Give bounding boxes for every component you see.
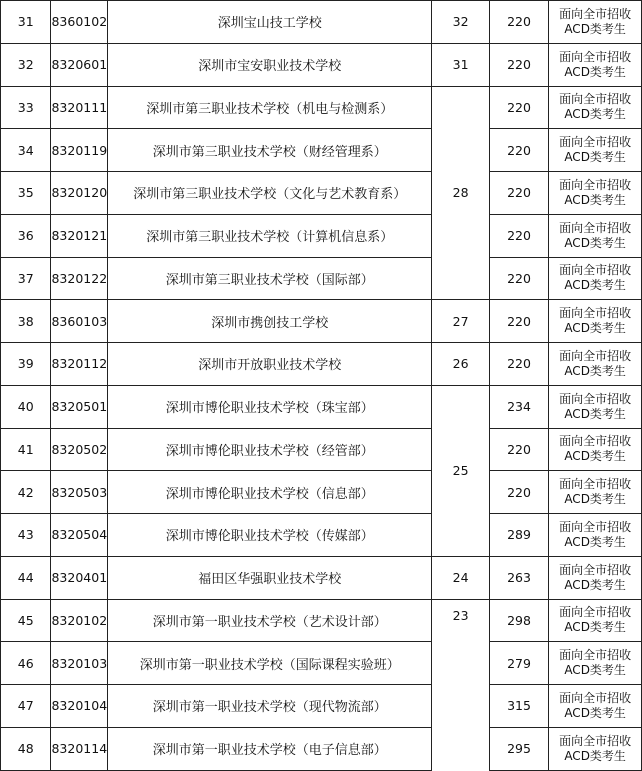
school-name: 深圳市携创技工学校 xyxy=(108,300,432,343)
school-code: 8320104 xyxy=(51,685,108,728)
row-number: 37 xyxy=(1,257,51,300)
cutoff-score: 315 xyxy=(489,685,548,728)
note-line-2: ACD类考生 xyxy=(564,620,626,635)
table-row xyxy=(1,1,642,44)
admission-note xyxy=(549,172,642,215)
school-code: 8320401 xyxy=(51,556,108,599)
school-name: 深圳市第一职业技术学校（电子信息部） xyxy=(108,727,432,770)
cutoff-score: 220 xyxy=(489,428,548,471)
note-line-1: 面向全市招收 xyxy=(559,690,632,705)
note-line-1: 面向全市招收 xyxy=(559,348,632,363)
school-name: 深圳市第三职业技术学校（国际部） xyxy=(108,257,432,300)
table-row xyxy=(1,642,642,685)
plan-count: 25 xyxy=(432,385,489,556)
note-line-2: ACD类考生 xyxy=(564,449,626,464)
school-code: 8320121 xyxy=(51,214,108,257)
school-name: 福田区华强职业技术学校 xyxy=(108,556,432,599)
note-line-1: 面向全市招收 xyxy=(559,135,632,150)
row-number: 42 xyxy=(1,471,51,514)
note-line-1: 面向全市招收 xyxy=(559,263,632,278)
table-row xyxy=(1,300,642,343)
note-line-2: ACD类考生 xyxy=(564,192,626,207)
note-line-1: 面向全市招收 xyxy=(559,177,632,192)
school-code: 8320120 xyxy=(51,172,108,215)
cutoff-score: 289 xyxy=(489,514,548,557)
admission-note xyxy=(549,385,642,428)
note-line-1: 面向全市招收 xyxy=(559,6,632,21)
admission-note xyxy=(549,727,642,770)
cutoff-score: 279 xyxy=(489,642,548,685)
admission-note xyxy=(549,1,642,44)
row-number: 41 xyxy=(1,428,51,471)
school-name: 深圳市开放职业技术学校 xyxy=(108,343,432,386)
note-line-1: 面向全市招收 xyxy=(559,49,632,64)
note-line-2: ACD类考生 xyxy=(564,107,626,122)
row-number: 47 xyxy=(1,685,51,728)
school-code: 8360103 xyxy=(51,300,108,343)
cutoff-score: 220 xyxy=(489,257,548,300)
table-row xyxy=(1,599,642,642)
school-code: 8320504 xyxy=(51,514,108,557)
row-number: 33 xyxy=(1,86,51,129)
cutoff-score: 220 xyxy=(489,172,548,215)
note-line-1: 面向全市招收 xyxy=(559,562,632,577)
school-code: 8320114 xyxy=(51,727,108,770)
note-line-1: 面向全市招收 xyxy=(559,519,632,534)
table-row xyxy=(1,343,642,386)
note-line-2: ACD类考生 xyxy=(564,21,626,36)
school-code: 8320102 xyxy=(51,599,108,642)
note-line-1: 面向全市招收 xyxy=(559,648,632,663)
row-number: 34 xyxy=(1,129,51,172)
cutoff-score: 220 xyxy=(489,214,548,257)
table-row xyxy=(1,471,642,514)
school-name: 深圳市第三职业技术学校（财经管理系） xyxy=(108,129,432,172)
note-line-1: 面向全市招收 xyxy=(559,220,632,235)
note-line-1: 面向全市招收 xyxy=(559,605,632,620)
admission-note xyxy=(549,471,642,514)
school-name: 深圳市宝安职业技术学校 xyxy=(108,43,432,86)
row-number: 36 xyxy=(1,214,51,257)
school-code: 8320503 xyxy=(51,471,108,514)
school-code: 8320122 xyxy=(51,257,108,300)
note-line-2: ACD类考生 xyxy=(564,577,626,592)
school-name: 深圳市第三职业技术学校（文化与艺术教育系） xyxy=(108,172,432,215)
admission-note xyxy=(549,300,642,343)
note-line-2: ACD类考生 xyxy=(564,492,626,507)
school-name: 深圳市博伦职业技术学校（经管部） xyxy=(108,428,432,471)
note-line-2: ACD类考生 xyxy=(564,64,626,79)
row-number: 32 xyxy=(1,43,51,86)
admission-note xyxy=(549,86,642,129)
school-name: 深圳市博伦职业技术学校（信息部） xyxy=(108,471,432,514)
plan-count: 23 xyxy=(432,599,489,770)
note-line-2: ACD类考生 xyxy=(564,363,626,378)
admission-note xyxy=(549,514,642,557)
school-name: 深圳宝山技工学校 xyxy=(108,1,432,44)
admission-note xyxy=(549,43,642,86)
table-row xyxy=(1,257,642,300)
row-number: 43 xyxy=(1,514,51,557)
plan-count: 26 xyxy=(432,343,489,386)
note-line-1: 面向全市招收 xyxy=(559,391,632,406)
cutoff-score: 220 xyxy=(489,343,548,386)
note-line-2: ACD类考生 xyxy=(564,278,626,293)
table-row xyxy=(1,129,642,172)
row-number: 40 xyxy=(1,385,51,428)
admission-note xyxy=(549,428,642,471)
cutoff-score: 298 xyxy=(489,599,548,642)
cutoff-score: 220 xyxy=(489,1,548,44)
school-code: 8320501 xyxy=(51,385,108,428)
cutoff-score: 220 xyxy=(489,43,548,86)
plan-count: 31 xyxy=(432,43,489,86)
admission-note xyxy=(549,599,642,642)
cutoff-score: 295 xyxy=(489,727,548,770)
table-row xyxy=(1,727,642,770)
cutoff-score: 220 xyxy=(489,300,548,343)
school-code: 8320111 xyxy=(51,86,108,129)
school-name: 深圳市博伦职业技术学校（珠宝部） xyxy=(108,385,432,428)
note-line-2: ACD类考生 xyxy=(564,406,626,421)
row-number: 44 xyxy=(1,556,51,599)
note-line-1: 面向全市招收 xyxy=(559,306,632,321)
note-line-2: ACD类考生 xyxy=(564,748,626,763)
school-code: 8320103 xyxy=(51,642,108,685)
row-number: 39 xyxy=(1,343,51,386)
row-number: 48 xyxy=(1,727,51,770)
table-row xyxy=(1,86,642,129)
note-line-1: 面向全市招收 xyxy=(559,92,632,107)
cutoff-score: 220 xyxy=(489,86,548,129)
school-name: 深圳市第三职业技术学校（机电与检测系） xyxy=(108,86,432,129)
school-code: 8320112 xyxy=(51,343,108,386)
row-number: 45 xyxy=(1,599,51,642)
school-code: 8320601 xyxy=(51,43,108,86)
admission-note xyxy=(549,343,642,386)
table-row xyxy=(1,556,642,599)
table-row xyxy=(1,214,642,257)
admission-note xyxy=(549,642,642,685)
table-row xyxy=(1,514,642,557)
note-line-1: 面向全市招收 xyxy=(559,434,632,449)
row-number: 31 xyxy=(1,1,51,44)
school-name: 深圳市第一职业技术学校（国际课程实验班） xyxy=(108,642,432,685)
admission-note xyxy=(549,257,642,300)
cutoff-score: 220 xyxy=(489,129,548,172)
table-row xyxy=(1,43,642,86)
table-row xyxy=(1,428,642,471)
note-line-2: ACD类考生 xyxy=(564,321,626,336)
plan-count: 32 xyxy=(432,1,489,44)
row-number: 38 xyxy=(1,300,51,343)
row-number: 46 xyxy=(1,642,51,685)
plan-count: 27 xyxy=(432,300,489,343)
school-name: 深圳市博伦职业技术学校（传媒部） xyxy=(108,514,432,557)
cutoff-score: 263 xyxy=(489,556,548,599)
admission-note xyxy=(549,129,642,172)
admission-note xyxy=(549,685,642,728)
note-line-2: ACD类考生 xyxy=(564,705,626,720)
note-line-2: ACD类考生 xyxy=(564,150,626,165)
table-row xyxy=(1,172,642,215)
note-line-1: 面向全市招收 xyxy=(559,477,632,492)
school-name: 深圳市第三职业技术学校（计算机信息系） xyxy=(108,214,432,257)
note-line-2: ACD类考生 xyxy=(564,534,626,549)
note-line-2: ACD类考生 xyxy=(564,663,626,678)
cutoff-score: 220 xyxy=(489,471,548,514)
cutoff-score: 234 xyxy=(489,385,548,428)
plan-count: 28 xyxy=(432,86,489,300)
table-row xyxy=(1,385,642,428)
table-row xyxy=(1,685,642,728)
note-line-1: 面向全市招收 xyxy=(559,733,632,748)
school-name: 深圳市第一职业技术学校（艺术设计部） xyxy=(108,599,432,642)
note-line-2: ACD类考生 xyxy=(564,235,626,250)
school-code: 8360102 xyxy=(51,1,108,44)
school-name: 深圳市第一职业技术学校（现代物流部） xyxy=(108,685,432,728)
school-code: 8320119 xyxy=(51,129,108,172)
admission-note xyxy=(549,556,642,599)
row-number: 35 xyxy=(1,172,51,215)
school-code: 8320502 xyxy=(51,428,108,471)
plan-count: 24 xyxy=(432,556,489,599)
admission-note xyxy=(549,214,642,257)
